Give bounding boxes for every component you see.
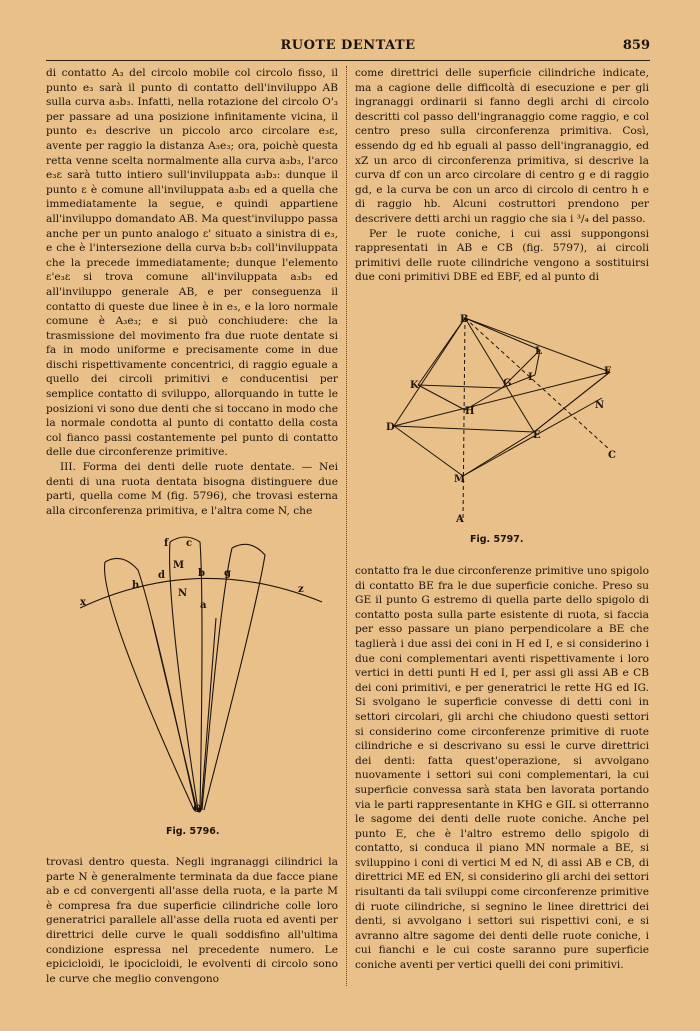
paragraph: Per le ruote coniche, i cui assi suppongonsi rappresentati in AB e CB (fig. 5797), ai circoli primitivi delle ruote cilindriche vengono a sostituirsi due coni primitivi DBE ed EBF, ed al punto di — [355, 227, 649, 284]
label-z: z — [298, 584, 304, 595]
paragraph: III. Forma dei denti delle ruote dentate. — Nei denti di una ruota dentata bisogna distinguere due parti, quella come M (fig. 5796), che trovasi esterna alla circonferenza primitiva, e l'altra come N, che — [46, 461, 338, 517]
label-M: M — [173, 560, 185, 571]
figure-caption: Fig. 5797. — [470, 534, 524, 545]
label-b: b — [198, 568, 205, 579]
label-E: E — [533, 430, 541, 441]
column-divider — [346, 66, 347, 986]
paragraph: di contatto A₃ del circolo mobile col circolo fisso, il punto e₃ sarà il punto di contatto dell'inviluppo AB sulla curva a₃b₃. Infatti, nella rotazione del circolo O'₃ per passare ad una posizione infinitamente vicina, il punto e₃ descrive un piccolo arco circolare e₃ε, avente per raggio la distanza A₃e₃; ora, poichè questa retta venne scelta normalmente alla curva a₃b₃, l'arco e₃ε sarà tutto intiero sull'inviluppata a₃b₃: dunque il punto ε è comune all'inviluppata a₃b₃ ed a quella che immediatamente la segue, e quindi appartiene all'inviluppo domandato AB. Ma quest'inviluppo passa anche per un punto analogo ε' situato a sinistra di e₃, e che è l'intersezione della curva b₂b₃ coll'inviluppata che la precede immediatamente; dunque l'elemento ε'e₃ε si trova comune all'inviluppata a₃b₃ ed all'inviluppo generale AB, e per conseguenza il contatto di queste due linee è in e₃, e la loro normale comune è A₃e₃; e si può conchiudere: che la trasmissione del movimento fra due ruote dentate si fa in modo uniforme e precisamente come in due dischi rispettivamente concentrici, di raggio eguale a quello dei circoli primitivi e conducentisi per semplice contatto di sviluppo, allorquando in tutte le posizioni vi sono due denti che si toccano in modo che la normale condotta al punto di contatto della costa col fianco passi costantemente pel punto di contatto delle due circonferenze primitive. — [46, 67, 338, 459]
paragraph: contatto fra le due circonferenze primitive uno spigolo di contatto BE fra le due superficie coniche. Preso su GE il punto G estremo di quella parte dello spigolo di contatto posta sulla parte esistente di ruota, si faccia per esso passare un piano perpendicolare a BE che taglierà i due assi dei coni in H ed I, e si considerino i due coni complementari aventi rispettivamente i loro vertici in detti punti H ed I, per assi gli assi AB e CB dei coni primitivi, e per generatrici le rette HG ed IG. Si svolgano le superficie convesse di detti coni in settori circolari, gli archi che chiudono questi settori si considerino come circonferenze primitive di ruote cilindriche e si descrivano su essi le curve direttrici dei denti: fatta quest'operazione, si avvolgano nuovamente i settori sui coni complementari, la cui superficie convessa sarà stata ben lavorata portando via le parti rappresentante in KHG e GIL si otterranno le sagome dei denti delle ruote coniche. Anche pel punto E, che è l'altro estremo dello spigolo di contatto, si conduca il piano MN normale a BE, si sviluppino i coni di vertici M ed N, di assi AB e CB, di direttrici ME ed EN, si considerino gli archi dei settori risultanti da tali sviluppi come circonferenze primitive di ruote cilindriche, si segnino le linee direttrici dei denti, si avvolgano i settori sui rispettivi coni, e si avranno altre sagome dei denti delle ruote coniche, i cui fianchi e le cui coste saranno pure superficie coniche aventi per vertici quelli dei coni primitivi. — [355, 565, 649, 972]
label-K: K — [410, 380, 419, 391]
label-c: c — [186, 538, 193, 549]
label-h: h — [132, 580, 140, 591]
column-left-top — [46, 66, 338, 518]
page-header — [46, 38, 650, 58]
page-number: 859 — [622, 38, 650, 53]
figure-5797 — [370, 310, 650, 532]
label-N: N — [178, 588, 188, 599]
label-a: a — [200, 600, 207, 611]
label-B: B — [460, 314, 469, 325]
label-N: N — [595, 400, 605, 411]
header-rule — [46, 60, 650, 61]
paragraph: come direttrici delle superficie cilindriche indicate, ma a cagione delle difficoltà di esecuzione e per gli ingranaggi ordinarii si fanno degli archi di circolo descritti col passo dell'ingranaggio come raggio, e col centro preso sulla circonferenza primitiva. Così, essendo dg ed hb eguali al passo dell'ingranaggio, ed xZ un arco di circonferenza primitiva, si descrive la curva df con un arco circolare di centro g e di raggio gd, e la curva be con un arco di circolo di centro h e di raggio hb. Alcuni costruttori prendono per descrivere detti archi un raggio che sia i ³/₄ del passo. — [355, 67, 649, 225]
running-title: RUOTE DENTATE — [280, 38, 416, 53]
label-I: I — [528, 372, 533, 383]
column-right-bottom — [355, 564, 649, 973]
figure-5796 — [60, 530, 340, 820]
label-G: G — [503, 378, 512, 389]
label-H: H — [465, 406, 475, 417]
label-C: C — [608, 450, 616, 461]
label-F: F — [604, 366, 612, 377]
label-A: A — [456, 514, 464, 525]
label-M: M — [454, 474, 466, 485]
paragraph: trovasi dentro questa. Negli ingranaggi cilindrici la parte N è generalmente terminata da due facce piane ab e cd convergenti all'asse della ruota, e la parte M è compresa fra due superficie cilindriche colle loro generatrici parallele all'asse della ruota ed aventi per direttrici delle curve le quali soddisfino all'ultima condizione espressa nel precedente numero. Le epicicloidi, le ipocicloidi, le evolventi di circolo sono le curve che meglio convengono — [46, 856, 338, 985]
label-d: d — [158, 570, 165, 581]
label-D: D — [386, 422, 395, 433]
column-right-top — [355, 66, 649, 285]
label-g: g — [224, 568, 231, 579]
label-O: O — [193, 804, 202, 815]
label-L: L — [535, 346, 543, 357]
figure-caption: Fig. 5796. — [166, 826, 220, 837]
column-left-bottom — [46, 855, 338, 986]
label-x: x — [80, 597, 86, 608]
label-f: f — [164, 538, 169, 549]
